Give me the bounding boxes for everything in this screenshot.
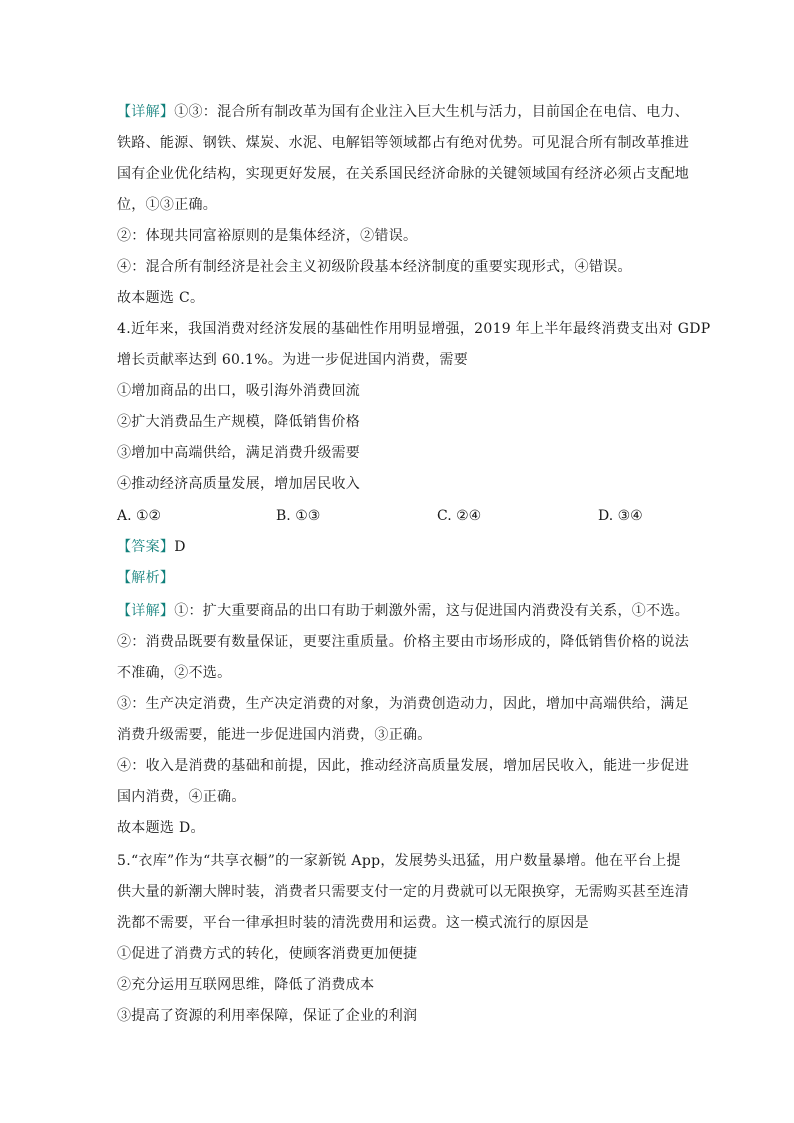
- q4-detail-line-7: 国内消费，④正确。: [117, 789, 246, 805]
- q4-stem-line-2: 增长贡献率达到 60.1%。为进一步促进国内消费，需要: [117, 352, 469, 368]
- detail-tag: 【详解】: [117, 603, 175, 619]
- q3-detail-line-4: 位，①③正确。: [117, 197, 218, 213]
- q3-conclusion: 故本题选 C。: [117, 290, 205, 306]
- q4-stem-line-1: 4.近年来，我国消费对经济发展的基础性作用明显增强，2019 年上半年最终消费支出对 GDP: [117, 321, 711, 337]
- q4-detail-line-2: ②：消费品既要有数量保证，更要注重质量。价格主要由市场形成的，降低销售价格的说法: [117, 634, 689, 650]
- q4-item-1: ①增加商品的出口，吸引海外消费回流: [117, 383, 361, 399]
- q4-option-a: A. ①②: [117, 508, 162, 524]
- q3-detail-line-1: 【详解】①③：混合所有制改革为国有企业注入巨大生机与活力，目前国企在电信、电力、: [117, 104, 690, 120]
- analysis-tag: 【解析】: [117, 570, 175, 586]
- q4-option-d: D. ③④: [598, 508, 643, 524]
- answer-tag: 【答案】: [117, 539, 175, 555]
- q4-detail-line-4: ③：生产决定消费，生产决定消费的对象，为消费创造动力，因此，增加中高端供给，满足: [117, 696, 689, 712]
- q5-item-1: ①促进了消费方式的转化，使顾客消费更加便捷: [117, 946, 418, 962]
- q5-item-3: ③提高了资源的利用率保障，保证了企业的利润: [117, 1008, 418, 1024]
- q4-option-c: C. ②④: [437, 508, 482, 524]
- q4-detail-line-3: 不准确，②不选。: [117, 665, 232, 681]
- q4-conclusion: 故本题选 D。: [117, 820, 205, 836]
- q3-detail-line-3: 国有企业优化结构，实现更好发展，在关系国民经济命脉的关键领域国有经济必须占支配地: [117, 166, 689, 182]
- q3-detail-line-6: ④：混合所有制经济是社会主义初级阶段基本经济制度的重要实现形式，④错误。: [117, 259, 632, 275]
- q4-item-2: ②扩大消费品生产规模，降低销售价格: [117, 414, 361, 430]
- q3-detail-line-2: 铁路、能源、钢铁、煤炭、水泥、电解铝等领域都占有绝对优势。可见混合所有制改革推进: [117, 135, 689, 151]
- q5-item-2: ②充分运用互联网思维，降低了消费成本: [117, 977, 375, 993]
- q3-detail-line-5: ②：体现共同富裕原则的是集体经济，②错误。: [117, 228, 418, 244]
- q5-stem-line-3: 洗都不需要，平台一律承担时装的清洗费用和运费。这一模式流行的原因是: [117, 915, 589, 931]
- q5-stem-line-1: 5.“衣库”作为“共享衣橱”的一家新锐 App，发展势头迅猛，用户数量暴增。他在平台上提: [117, 853, 681, 869]
- q5-stem-line-2: 供大量的新潮大牌时装，消费者只需要支付一定的月费就可以无限换穿，无需购买甚至连清: [117, 884, 689, 900]
- q4-answer: [117, 537, 697, 557]
- answer-value: D: [174, 539, 186, 555]
- q4-item-4: ④推动经济高质量发展，增加居民收入: [117, 476, 361, 492]
- detail-tag: 【详解】: [117, 104, 175, 120]
- q4-item-3: ③增加中高端供给，满足消费升级需要: [117, 445, 361, 461]
- q4-detail-line-5: 消费升级需要，能进一步促进国内消费，③正确。: [117, 727, 432, 743]
- q4-option-b: B. ①③: [276, 508, 321, 524]
- q4-analysis-heading: [117, 568, 697, 588]
- q4-detail-line-6: ④：收入是消费的基础和前提，因此，推动经济高质量发展，增加居民收入，能进一步促进: [117, 758, 689, 774]
- q4-detail-line-1: 【详解】①：扩大重要商品的出口有助于刺激外需，这与促进国内消费没有关系，①不选。: [117, 603, 690, 619]
